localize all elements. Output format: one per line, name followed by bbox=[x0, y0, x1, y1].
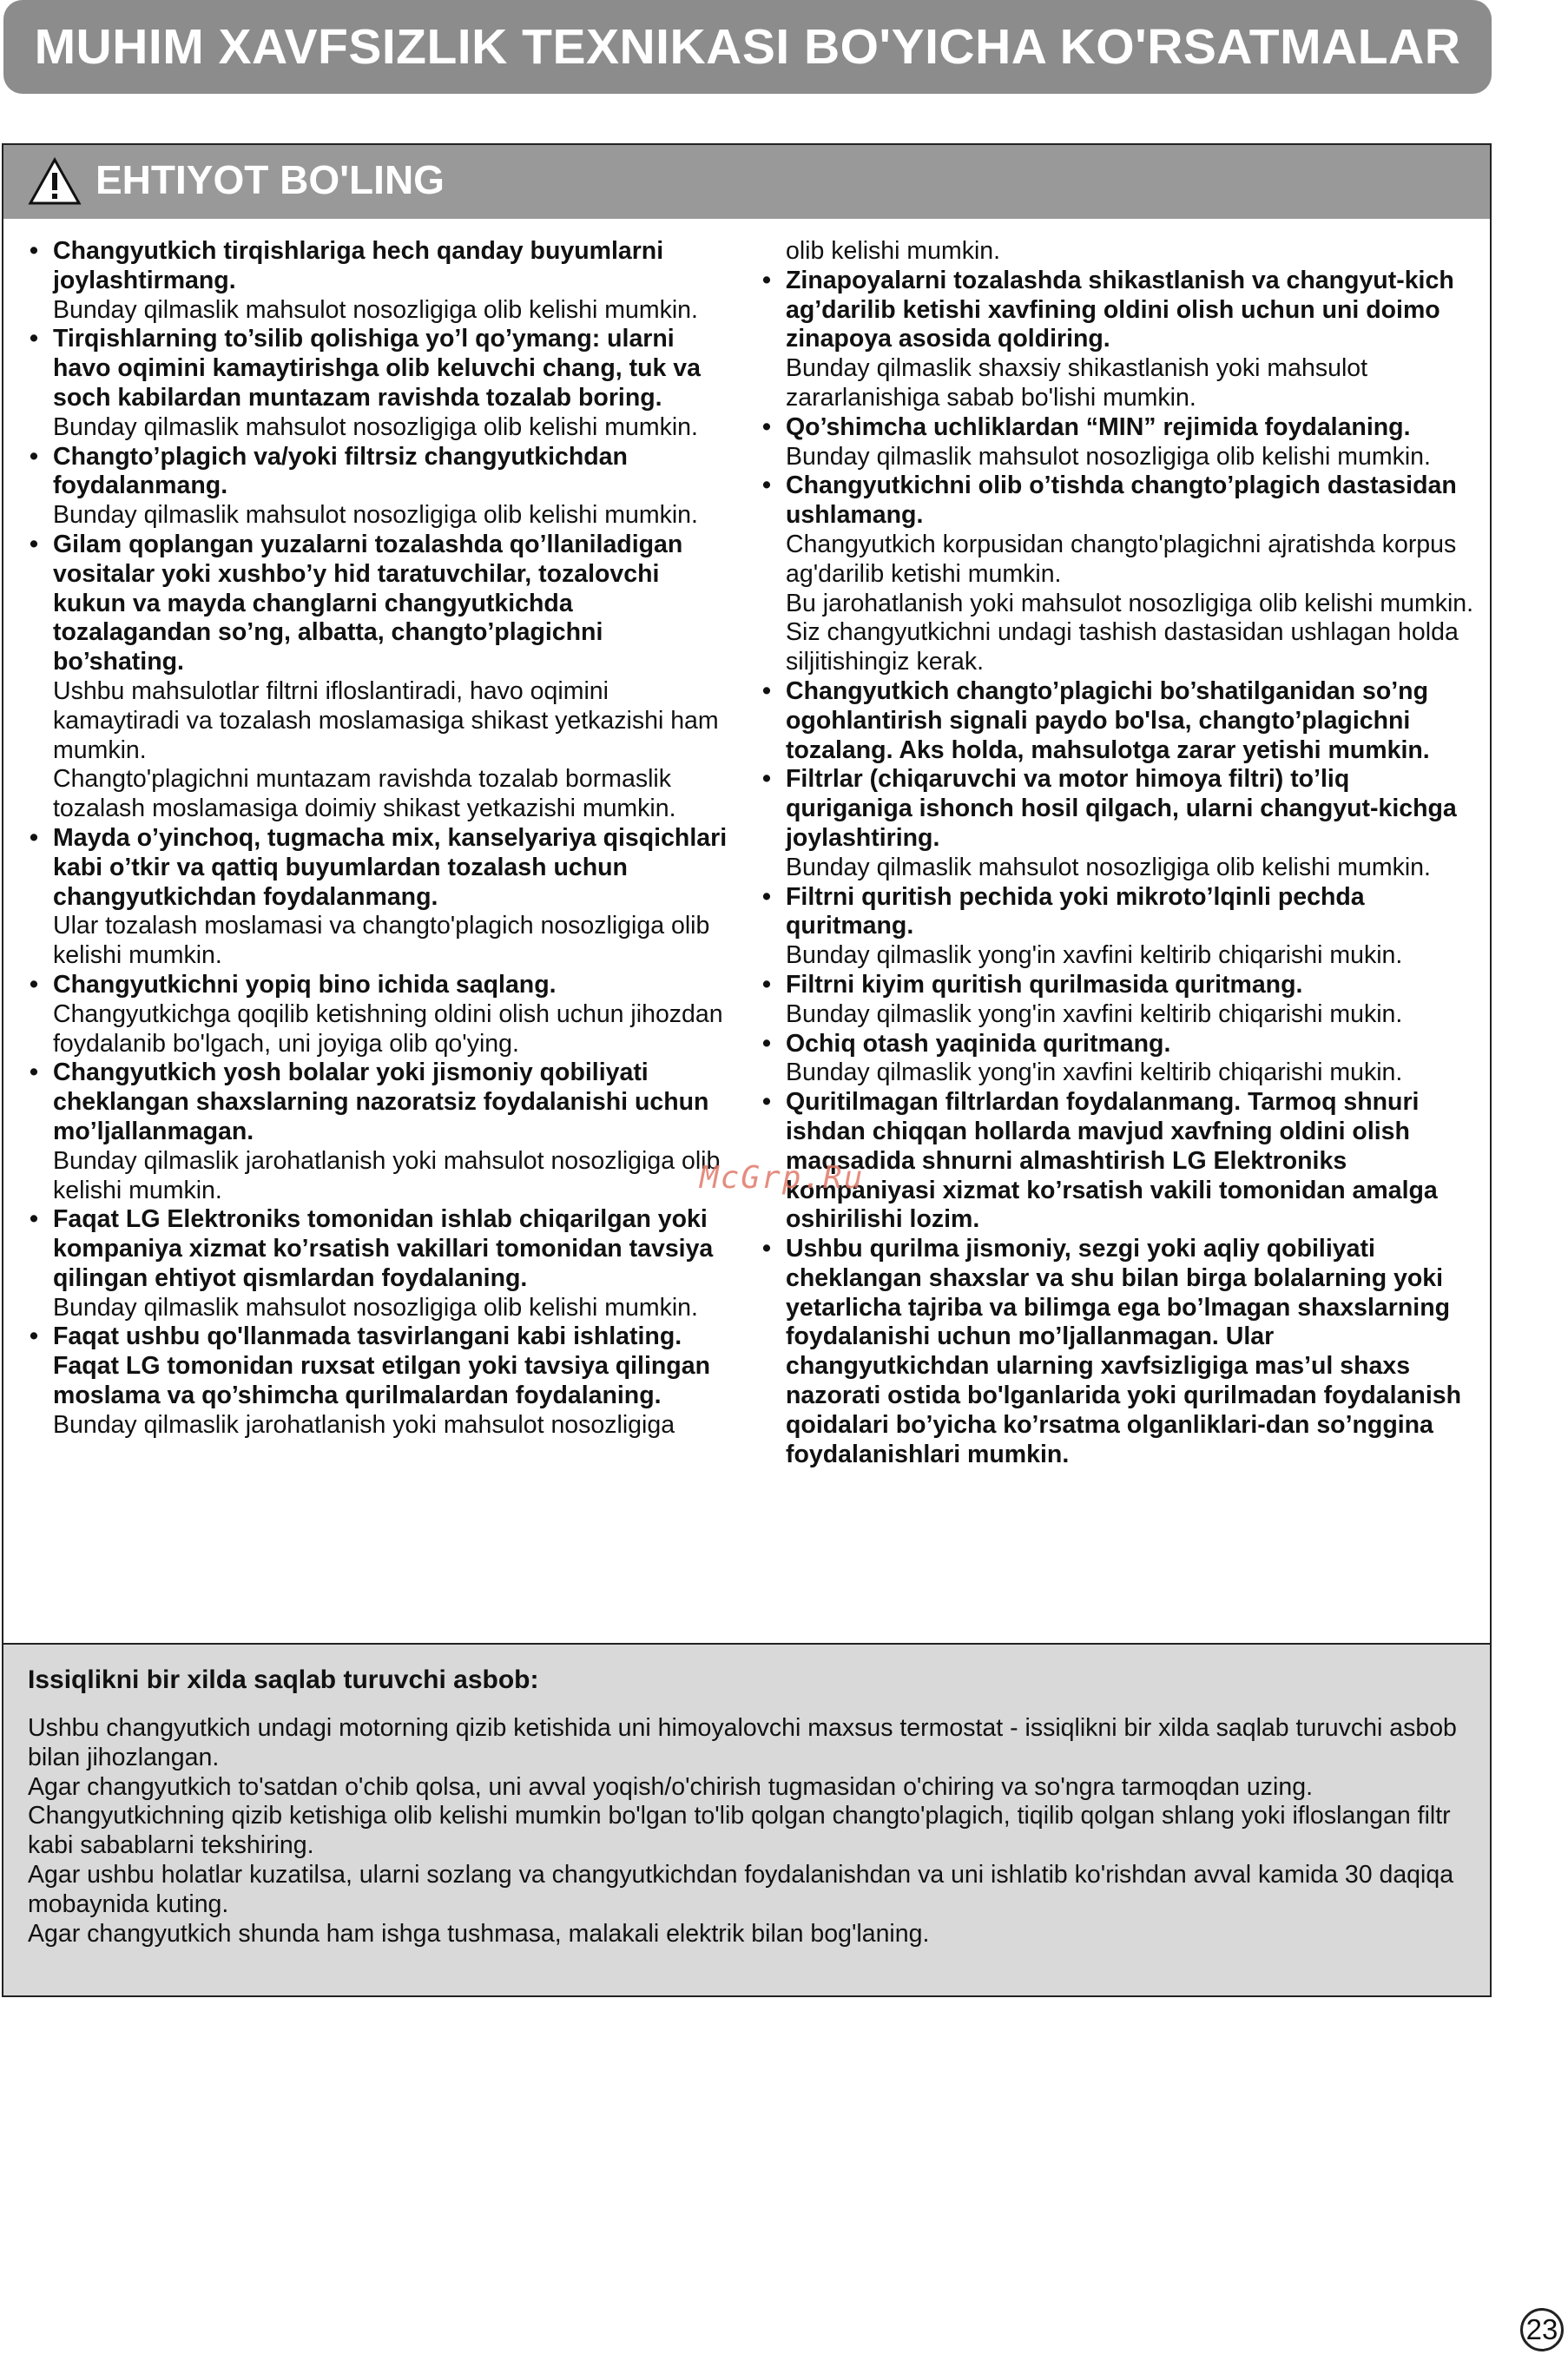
caution-right-column bbox=[757, 237, 1481, 1469]
caution-item bbox=[24, 1322, 736, 1440]
thermostat-paragraph: Agar ushbu holatlar kuzatilsa, ularni sozlang va changyutkichdan foydalanishdan va uni ishlatib ko'rishdan avval kamida 30 daqiqa mobaynida kuting. bbox=[28, 1860, 1454, 1918]
caution-item-text: Bunday qilmaslik mahsulot nosozligiga olib kelishi mumkin. bbox=[786, 442, 1431, 471]
page-title: MUHIM XAVFSIZLIK TEXNIKASI BO'YICHA KO'RSATMALAR bbox=[34, 19, 1461, 75]
caution-item-heading: • Filtrni quritish pechida yoki mikroto’lqinli pechda quritmang. bbox=[786, 882, 1365, 940]
caution-item bbox=[24, 1205, 736, 1322]
caution-item-text: Bunday qilmaslik yong'in xavfini keltirib chiqarishi mukin. bbox=[786, 999, 1403, 1028]
caution-item-heading: • Changto’plagich va/yoki filtrsiz changyutkichdan foydalanmang. bbox=[53, 442, 628, 500]
caution-item-heading: • Tirqishlarning to’silib qolishiga yo’l qo’ymang: ularni havo oqimini kamaytirishga olib keluvchi chang, tuk va soch kabilardan muntazam ravishda tozalab boring. bbox=[53, 325, 701, 412]
caution-item bbox=[757, 472, 1481, 677]
warning-triangle-icon bbox=[28, 157, 82, 206]
page-number: 23 bbox=[1520, 2308, 1564, 2351]
caution-item bbox=[24, 443, 736, 531]
caution-item-text: Bunday qilmaslik yong'in xavfini keltirib chiqarishi mukin. bbox=[786, 1058, 1403, 1087]
thermostat-section bbox=[2, 1643, 1492, 1997]
caution-item-heading: • Changyutkich yosh bolalar yoki jismoniy qobiliyati cheklangan shaxslarning nazoratsiz foydalanishi uchun mo’ljallanmagan. bbox=[53, 1058, 709, 1145]
caution-item-text: Bunday qilmaslik mahsulot nosozligiga olib kelishi mumkin. bbox=[786, 853, 1431, 881]
caution-title: EHTIYOT BO'LING bbox=[96, 157, 445, 202]
caution-item bbox=[24, 237, 736, 325]
caution-item-continuation bbox=[757, 237, 1481, 267]
watermark: McGrp.Ru bbox=[700, 1160, 865, 1196]
caution-item-text: Bunday qilmaslik jarohatlanish yoki mahsulot nosozligiga bbox=[53, 1410, 675, 1439]
caution-item-heading: • Faqat ushbu qo'llanmada tasvirlangani kabi ishlating. Faqat LG tomonidan ruxsat etilgan yoki tavsiya qilingan moslama va qo’shimcha qurilmalardan foydalaning. bbox=[53, 1322, 710, 1410]
caution-item bbox=[757, 971, 1481, 1030]
caution-item-text: Bunday qilmaslik mahsulot nosozligiga olib kelishi mumkin. bbox=[53, 412, 698, 441]
thermostat-title: Issiqlikni bir xilda saqlab turuvchi asbob: bbox=[28, 1665, 539, 1694]
caution-item-heading: • Changyutkich tirqishlariga hech qanday buyumlarni joylashtirmang. bbox=[53, 237, 664, 294]
caution-item-heading: • Filtrni kiyim quritish qurilmasida quritmang. bbox=[786, 970, 1303, 999]
caution-item-text: Bunday qilmaslik jarohatlanish yoki mahsulot nosozligiga olib kelishi mumkin. bbox=[53, 1146, 721, 1204]
caution-item-text: Ular tozalash moslamasi va changto'plagich nosozligiga olib kelishi mumkin. bbox=[53, 912, 710, 970]
caution-item-heading: • Changyutkichni olib o’tishda changto’plagich dastasidan ushlamang. bbox=[786, 472, 1457, 530]
caution-item-text: Ushbu mahsulotlar filtrni ifloslantiradi, havo oqimini kamaytiradi va tozalash moslamasiga shikast yetkazishi ham mumkin. bbox=[53, 676, 719, 764]
caution-item-heading: • Ochiq otash yaqinida quritmang. bbox=[786, 1029, 1171, 1058]
caution-item-text: Changyutkichga qoqilib ketishning oldini olish uchun jihozdan foydalanib bo'lgach, uni joyiga olib qo'ying. bbox=[53, 999, 723, 1058]
caution-item-heading: • Faqat LG Elektroniks tomonidan ishlab chiqarilgan yoki kompaniya xizmat ko’rsatish vakillari tomonidan tavsiya qilingan ehtiyot qismlardan foydalaning. bbox=[53, 1205, 714, 1292]
caution-item-heading: • Zinapoyalarni tozalashda shikastlanish va changyut-kich ag’darilib ketishi xavfining oldini olish uchun uni doimo zinapoya asosida qoldiring. bbox=[786, 266, 1454, 353]
caution-section bbox=[2, 143, 1492, 1776]
caution-item-text: Bunday qilmaslik mahsulot nosozligiga olib kelishi mumkin. bbox=[53, 1293, 698, 1322]
caution-item bbox=[757, 413, 1481, 472]
caution-item-text: Bunday qilmaslik mahsulot nosozligiga olib kelishi mumkin. bbox=[53, 295, 698, 324]
caution-item-text: Changto'plagichni muntazam ravishda tozalab bormaslik tozalash moslamasiga doimiy shikast yetkazishi mumkin. bbox=[53, 765, 676, 823]
caution-item-heading: • Filtrlar (chiqaruvchi va motor himoya filtri) to’liq quriganiga ishonch hosil qilgach, ularni changyut-kichga joylashtiring. bbox=[786, 765, 1457, 852]
caution-item bbox=[757, 1235, 1481, 1469]
caution-item bbox=[24, 325, 736, 442]
caution-item bbox=[24, 971, 736, 1058]
caution-item-text: Bunday qilmaslik mahsulot nosozligiga olib kelishi mumkin. bbox=[53, 501, 698, 530]
caution-item-heading: • Changyutkich changto’plagichi bo’shatilganidan so’ng ogohlantirish signali paydo bo'lsa, changto’plagichni tozalang. Aks holda, mahsulotga zarar yetishi mumkin. bbox=[786, 676, 1430, 764]
caution-item-heading: • Gilam qoplangan yuzalarni tozalashda qo’llaniladigan vositalar yoki xushbo’y hid taratuvchilar, tozalovchi kukun va mayda changlarni changyutkichda tozalagandan so’ng, albatta, changto’plagichni bo’shating. bbox=[53, 530, 683, 676]
thermostat-paragraph: Agar changyutkich shunda ham ishga tushmasa, malakali elektrik bilan bog'laning. bbox=[28, 1919, 930, 1948]
caution-item-text: Changyutkich korpusidan changto'plagichni ajratishda korpus ag'darilib ketishi mumkin. bbox=[786, 530, 1457, 588]
caution-item-heading: • Quritilmagan filtrlardan foydalanmang. Tarmoq shnuri ishdan chiqqan hollarda mavjud xavfning oldini olish maqsadida shnurni almashtirish LG Elektroniks kompaniyasi xizmat ko’rsatish vakili tomonidan amalga oshirilishi lozim. bbox=[786, 1088, 1438, 1234]
caution-item bbox=[24, 531, 736, 824]
caution-item-heading: • Changyutkichni yopiq bino ichida saqlang. bbox=[53, 970, 557, 999]
caution-item-text: Bu jarohatlanish yoki mahsulot nosozligiga olib kelishi mumkin. bbox=[786, 589, 1474, 617]
thermostat-paragraph: Agar changyutkich to'satdan o'chib qolsa, uni avval yoqish/o'chirish tugmasidan o'chiring va so'ngra tarmoqdan uzing. bbox=[28, 1772, 1313, 1801]
caution-left-column bbox=[24, 237, 736, 1441]
caution-item-heading: • Ushbu qurilma jismoniy, sezgi yoki aqliy qobiliyati cheklangan shaxslar va shu bilan birga bolalarning yoki yetarlicha tajriba va bilimga ega bo’lmagan shaxslarning foydalanishi uchun mo’ljallanmagan. Ular changyutkichdan ularning xavfsizligiga mas’ul shaxs nazorati ostida bo'lganlarida yoki qurilmadan foydalanish qoidalari bo’yicha ko’rsatma olganliklari-dan so’nggina foydalanishlari mumkin. bbox=[786, 1235, 1462, 1468]
caution-item-heading: • Mayda o’yinchoq, tugmacha mix, kanselyariya qisqichlari kabi o’tkir va qattiq buyumlardan tozalash uchun changyutkichdan foydalanmang. bbox=[53, 823, 728, 911]
caution-item-text: Bunday qilmaslik yong'in xavfini keltirib chiqarishi mukin. bbox=[786, 941, 1403, 970]
caution-item-text: Bunday qilmaslik shaxsiy shikastlanish yoki mahsulot zararlanishiga sabab bo'lishi mumkin. bbox=[786, 354, 1368, 412]
caution-item bbox=[24, 824, 736, 971]
caution-item-text: Siz changyutkichni undagi tashish dastasidan ushlagan holda siljitishingiz kerak. bbox=[786, 618, 1459, 676]
caution-item-text: olib kelishi mumkin. bbox=[786, 237, 1001, 265]
thermostat-body bbox=[28, 1714, 1460, 1949]
caution-item bbox=[757, 1088, 1481, 1235]
caution-item bbox=[757, 677, 1481, 765]
caution-item bbox=[757, 883, 1481, 971]
caution-item bbox=[757, 765, 1481, 882]
caution-item bbox=[757, 267, 1481, 413]
caution-header bbox=[3, 145, 1490, 219]
caution-item-heading: • Qo’shimcha uchliklardan “MIN” rejimida foydalaning. bbox=[786, 412, 1411, 441]
page-title-bar bbox=[3, 0, 1492, 94]
caution-item bbox=[24, 1058, 736, 1205]
caution-item bbox=[757, 1030, 1481, 1089]
thermostat-paragraph: Ushbu changyutkich undagi motorning qizib ketishida uni himoyalovchi maxsus termostat - issiqlikni bir xilda saqlab turuvchi asbob bilan jihozlangan. bbox=[28, 1714, 1457, 1771]
thermostat-paragraph: Changyutkichning qizib ketishiga olib kelishi mumkin bo'lgan to'lib qolgan changto'plagich, tiqilib qolgan shlang yoki ifloslangan filtr kabi sabablarni tekshiring. bbox=[28, 1802, 1451, 1860]
